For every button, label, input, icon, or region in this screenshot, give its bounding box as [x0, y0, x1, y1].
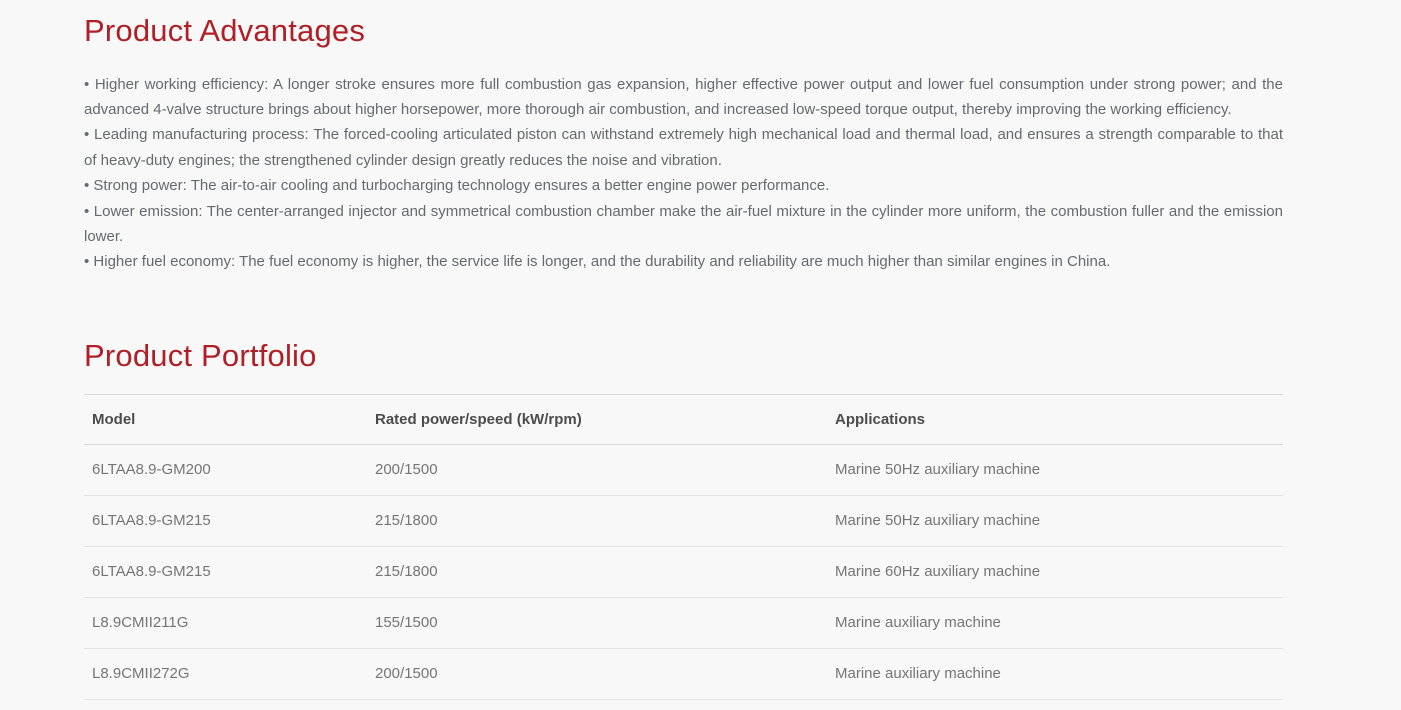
advantage-item: • Lower emission: The center-arranged injector and symmetrical combustion chamber make the air-fuel mixture in the cylinder more uniform, the combustion fuller and the emission lower. [84, 202, 1283, 246]
cell-power: 215/1800 [367, 546, 827, 597]
column-header-rated-power-speed: Rated power/speed (kW/rpm) [367, 394, 827, 444]
table-row [84, 495, 1283, 546]
table-row [84, 597, 1283, 648]
advantages-list [84, 72, 1283, 275]
advantage-item: • Leading manufacturing process: The forced-cooling articulated piston can withstand extremely high mechanical load and thermal load, and ensures a strength comparable to that of heavy-duty engines; the strengthened cylinder design greatly reduces the noise and vibration. [84, 126, 1283, 169]
advantage-item: • Higher fuel economy: The fuel economy is higher, the service life is longer, and the durability and reliability are much higher than similar engines in China. [84, 253, 1111, 271]
cell-model: L8.9CMII211G [84, 597, 367, 648]
page-content [84, 0, 1283, 700]
table-header-row [84, 394, 1283, 444]
cell-application: Marine 60Hz auxiliary machine [827, 546, 1283, 597]
column-header-model: Model [84, 394, 367, 444]
cell-power: 155/1500 [367, 597, 827, 648]
column-header-applications: Applications [827, 394, 1283, 444]
cell-power: 215/1800 [367, 495, 827, 546]
cell-power: 200/1500 [367, 648, 827, 699]
cell-power: 200/1500 [367, 444, 827, 495]
table-row [84, 648, 1283, 699]
cell-application: Marine auxiliary machine [827, 648, 1283, 699]
cell-model: 6LTAA8.9-GM215 [84, 495, 367, 546]
table-row [84, 546, 1283, 597]
cell-application: Marine auxiliary machine [827, 597, 1283, 648]
cell-application: Marine 50Hz auxiliary machine [827, 444, 1283, 495]
cell-model: 6LTAA8.9-GM200 [84, 444, 367, 495]
table-row [84, 444, 1283, 495]
advantage-item: • Higher working efficiency: A longer stroke ensures more full combustion gas expansion, higher effective power output and lower fuel consumption under strong power; and the advanced 4-valve structure brings about higher horsepower, more thorough air combustion, and increased low-speed torque output, thereby improving the working efficiency. [84, 75, 1283, 119]
advantage-item: • Strong power: The air-to-air cooling and turbocharging technology ensures a better engine power performance. [84, 177, 830, 195]
cell-application: Marine 50Hz auxiliary machine [827, 495, 1283, 546]
product-portfolio-table [84, 394, 1283, 700]
product-advantages-heading: Product Advantages [84, 13, 366, 48]
cell-model: 6LTAA8.9-GM215 [84, 546, 367, 597]
cell-model: L8.9CMII272G [84, 648, 367, 699]
product-portfolio-heading: Product Portfolio [84, 337, 317, 373]
